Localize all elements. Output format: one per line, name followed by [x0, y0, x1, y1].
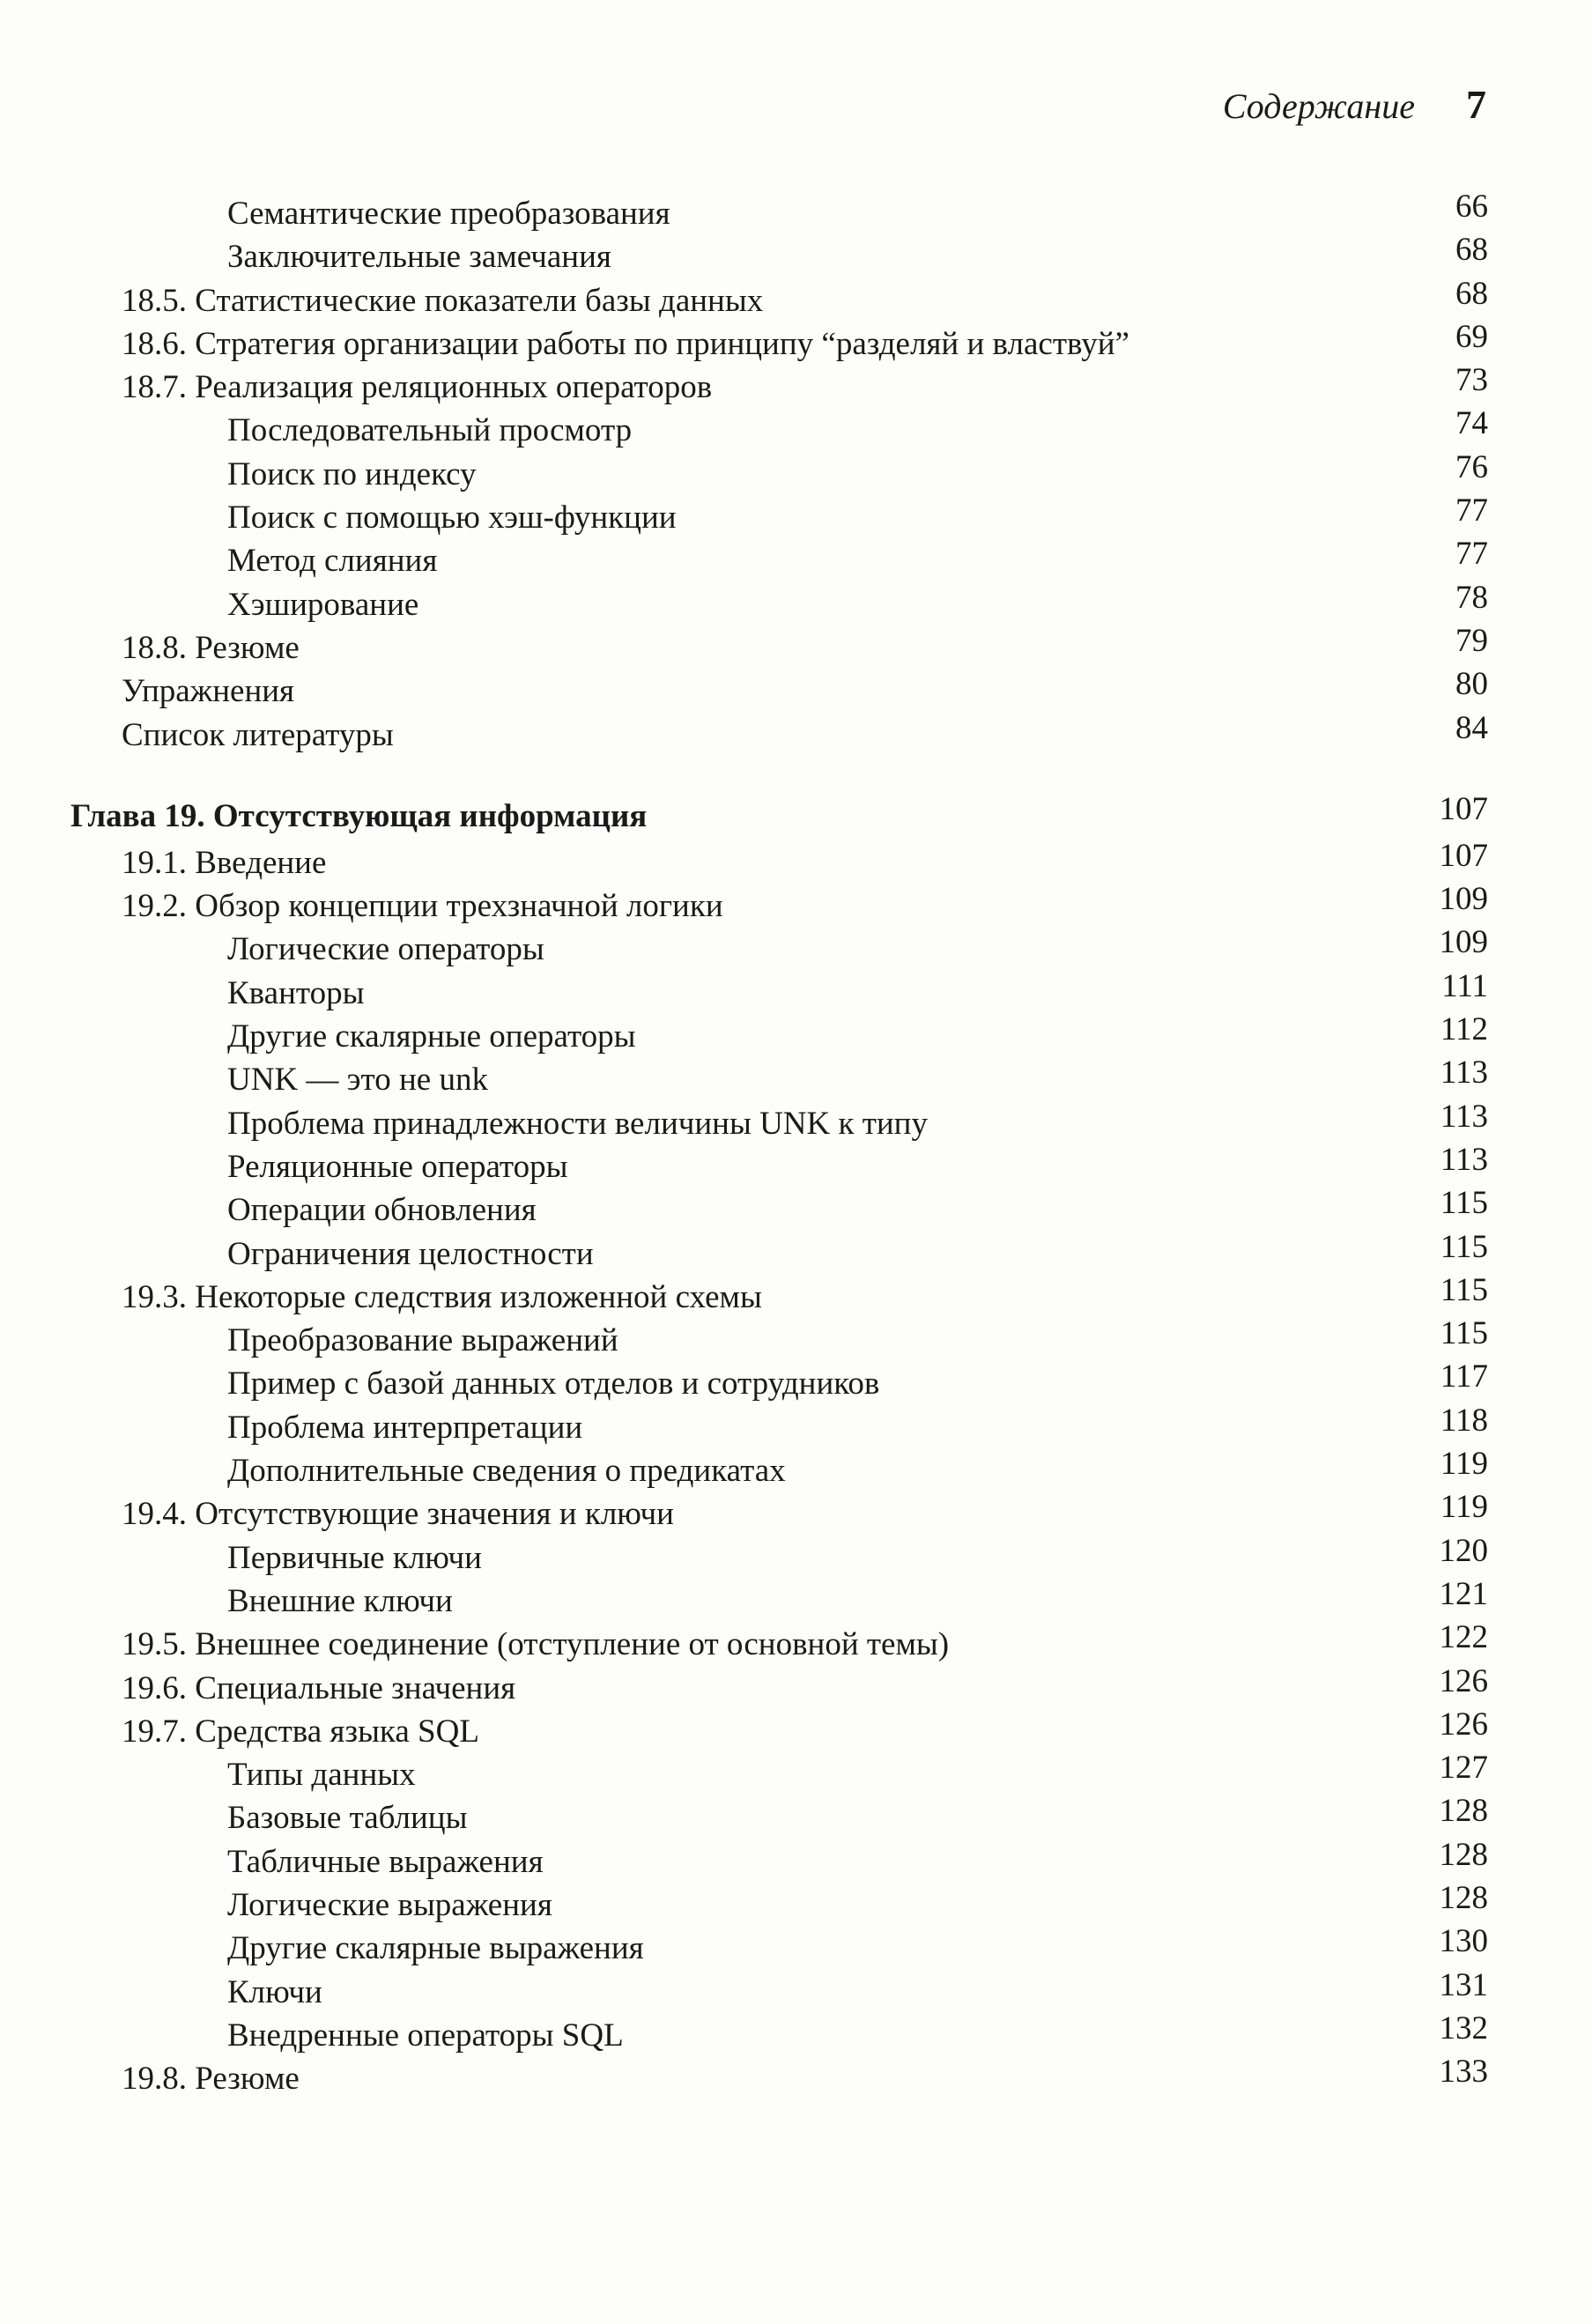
- toc-entry-page: 119: [1440, 1489, 1488, 1526]
- toc-entry-title: Список литературы: [122, 716, 394, 753]
- toc-entry: [0, 1793, 1592, 1839]
- toc-chapter-heading: [0, 792, 1592, 841]
- toc-entry-page: 133: [1439, 2054, 1488, 2091]
- toc-entry: [0, 1011, 1592, 1058]
- toc-entry-title: Кванторы: [227, 974, 365, 1011]
- toc-entry: [0, 1750, 1592, 1796]
- toc-entry-page: 78: [1455, 579, 1488, 616]
- toc-entry-title: Типы данных: [227, 1757, 416, 1794]
- toc-entry: [0, 1532, 1592, 1580]
- toc-entry: [0, 1966, 1592, 2014]
- running-title: Содержание: [1222, 86, 1415, 126]
- toc-entry-page: 118: [1440, 1402, 1488, 1439]
- toc-entry-page: 132: [1439, 2009, 1488, 2046]
- toc-entry: [0, 666, 1592, 713]
- toc-section-chapter-18: [0, 189, 1592, 757]
- toc-entry-page: 107: [1439, 837, 1488, 874]
- toc-entry-title: 19.8. Резюме: [122, 2061, 300, 2098]
- toc-entry-page: 112: [1440, 1011, 1488, 1048]
- toc-entry-page: 115: [1440, 1185, 1488, 1222]
- toc-entry: [0, 1446, 1592, 1492]
- toc-entry-page: 128: [1439, 1879, 1488, 1916]
- toc-entry-page: 121: [1439, 1575, 1488, 1612]
- toc-entry-title: Операции обновления: [227, 1192, 537, 1229]
- toc-entry-page: 113: [1440, 1141, 1488, 1178]
- toc-entry: [0, 1619, 1592, 1666]
- page-number: 7: [1466, 82, 1486, 127]
- chapter-title: Глава 19. Отсутствующая информация: [70, 797, 648, 834]
- toc-entry: [0, 362, 1592, 409]
- toc-entry-title: 18.8. Резюме: [122, 629, 300, 666]
- toc-entry-title: Дополнительные сведения о предикатах: [227, 1453, 786, 1490]
- toc-entry-title: Ограничения целостности: [227, 1235, 594, 1272]
- toc-entry-page: 115: [1440, 1315, 1488, 1352]
- toc-entry: [0, 1185, 1592, 1232]
- toc-entry-page: 130: [1439, 1923, 1488, 1960]
- toc-entry-page: 111: [1441, 967, 1488, 1004]
- toc-entry: [0, 189, 1592, 235]
- toc-entry-title: Ключи: [227, 1973, 322, 2010]
- toc-entry: [0, 881, 1592, 928]
- toc-entry-page: 76: [1455, 448, 1488, 485]
- toc-entry-title: Первичные ключи: [227, 1539, 482, 1576]
- toc-entry-title: Внешние ключи: [227, 1582, 453, 1619]
- toc-entry-title: Преобразование выражений: [227, 1322, 618, 1359]
- toc-entry: [0, 1271, 1592, 1319]
- toc-entry-title: 19.3. Некоторые следствия изложенной схемы: [122, 1278, 762, 1315]
- toc-entry-page: 128: [1439, 1836, 1488, 1873]
- toc-entry-page: 80: [1455, 666, 1488, 703]
- toc-entry: [0, 2009, 1592, 2057]
- toc-entry-title: Другие скалярные выражения: [227, 1930, 644, 1967]
- toc-entry-title: 19.2. Обзор концепции трехзначной логики: [122, 888, 723, 925]
- toc-entry: [0, 2054, 1592, 2100]
- toc-entry-page: 113: [1440, 1098, 1488, 1135]
- toc-entry: [0, 1923, 1592, 1970]
- chapter-page: 107: [1439, 790, 1488, 827]
- toc-entry-title: 18.5. Статистические показатели базы данных: [122, 282, 764, 319]
- toc-entry-title: Метод слияния: [227, 543, 438, 580]
- toc-entry: [0, 448, 1592, 496]
- toc-entry-title: UNK — это не unk: [227, 1062, 488, 1099]
- toc-entry-page: 115: [1440, 1271, 1488, 1308]
- toc-entry-title: Логические операторы: [227, 931, 544, 968]
- toc-entry-page: 77: [1455, 536, 1488, 573]
- toc-entry: [0, 1358, 1592, 1405]
- toc-entry: [0, 709, 1592, 757]
- toc-entry-page: 127: [1439, 1750, 1488, 1787]
- toc-entry-page: 120: [1439, 1532, 1488, 1569]
- toc-entry-title: Поиск по индексу: [227, 455, 477, 492]
- toc-entry: [0, 1402, 1592, 1449]
- toc-entry-page: 109: [1439, 881, 1488, 918]
- toc-entry-title: Проблема принадлежности величины UNK к типу: [227, 1105, 928, 1142]
- toc-entry-title: Семантические преобразования: [227, 196, 670, 232]
- running-head: [1223, 81, 1486, 128]
- toc-entry: [0, 579, 1592, 626]
- toc-entry-page: 68: [1455, 232, 1488, 269]
- toc-entry: [0, 1315, 1592, 1362]
- toc-entry: [0, 232, 1592, 278]
- toc-entry-page: 73: [1455, 362, 1488, 399]
- toc-entry-page: 69: [1455, 318, 1488, 355]
- toc-entry-title: Поиск с помощью хэш-функции: [227, 500, 677, 537]
- toc-entry: [0, 492, 1592, 539]
- toc-entry-page: 113: [1440, 1055, 1488, 1092]
- toc-entry-page: 117: [1440, 1358, 1488, 1395]
- toc-entry-title: 18.7. Реализация реляционных операторов: [122, 369, 713, 406]
- toc-entry-title: 19.5. Внешнее соединение (отступление от основной темы): [122, 1626, 950, 1663]
- toc-entry-page: 79: [1455, 622, 1488, 659]
- toc-entry: [0, 924, 1592, 971]
- toc-entry-page: 126: [1439, 1662, 1488, 1699]
- toc-entry: [0, 1489, 1592, 1536]
- toc-entry-page: 119: [1440, 1446, 1488, 1483]
- toc-entry: [0, 1228, 1592, 1276]
- toc-entry-title: Реляционные операторы: [227, 1148, 568, 1185]
- toc-entry-title: Табличные выражения: [227, 1843, 544, 1880]
- toc-entry-page: 128: [1439, 1793, 1488, 1830]
- toc-entry-page: 68: [1455, 275, 1488, 312]
- toc-entry: [0, 1098, 1592, 1145]
- section-gap: [0, 757, 1592, 792]
- toc-entry-title: 18.6. Стратегия организации работы по принципу “разделяй и властвуй”: [122, 325, 1129, 362]
- toc-entry-page: 74: [1455, 405, 1488, 442]
- toc-entry-title: Проблема интерпретации: [227, 1409, 583, 1446]
- toc-entry-title: 19.4. Отсутствующие значения и ключи: [122, 1496, 674, 1533]
- toc-entry-page: 84: [1455, 709, 1488, 746]
- toc-entry-title: Внедренные операторы SQL: [227, 2017, 624, 2054]
- toc-entry-title: Базовые таблицы: [227, 1800, 468, 1837]
- toc-entry: [0, 967, 1592, 1015]
- toc-entry: [0, 837, 1592, 884]
- toc-entry: [0, 1706, 1592, 1753]
- toc-entry: [0, 405, 1592, 452]
- toc-entry-title: 19.6. Специальные значения: [122, 1669, 516, 1706]
- toc-entry-title: Логические выражения: [227, 1886, 552, 1923]
- toc-entry-page: 109: [1439, 924, 1488, 961]
- toc-entry-title: Другие скалярные операторы: [227, 1018, 636, 1055]
- toc-entry-title: Упражнения: [122, 673, 295, 710]
- toc-entry: [0, 1662, 1592, 1710]
- toc-entry: [0, 622, 1592, 670]
- toc-entry: [0, 1141, 1592, 1188]
- toc-entry-page: 122: [1439, 1619, 1488, 1656]
- toc-entry-page: 131: [1439, 1966, 1488, 2003]
- toc-section-chapter-19: [0, 837, 1592, 2101]
- toc-entry-page: 77: [1455, 492, 1488, 529]
- toc-entry-title: Последовательный просмотр: [227, 412, 633, 449]
- table-of-contents: [0, 189, 1592, 2100]
- toc-entry: [0, 1836, 1592, 1884]
- toc-entry-title: Заключительные замечания: [227, 239, 611, 276]
- toc-entry-page: 115: [1440, 1228, 1488, 1265]
- toc-entry: [0, 1575, 1592, 1623]
- toc-entry-title: Хэширование: [227, 586, 419, 623]
- toc-entry: [0, 1879, 1592, 1927]
- toc-entry-page: 126: [1439, 1706, 1488, 1743]
- toc-entry-title: 19.7. Средства языка SQL: [122, 1713, 479, 1750]
- toc-entry: [0, 536, 1592, 582]
- toc-entry: [0, 1055, 1592, 1101]
- toc-entry: [0, 318, 1592, 366]
- toc-entry-title: 19.1. Введение: [122, 844, 327, 881]
- toc-entry-page: 66: [1455, 189, 1488, 225]
- toc-entry: [0, 275, 1592, 322]
- toc-entry-title: Пример с базой данных отделов и сотрудников: [227, 1366, 880, 1403]
